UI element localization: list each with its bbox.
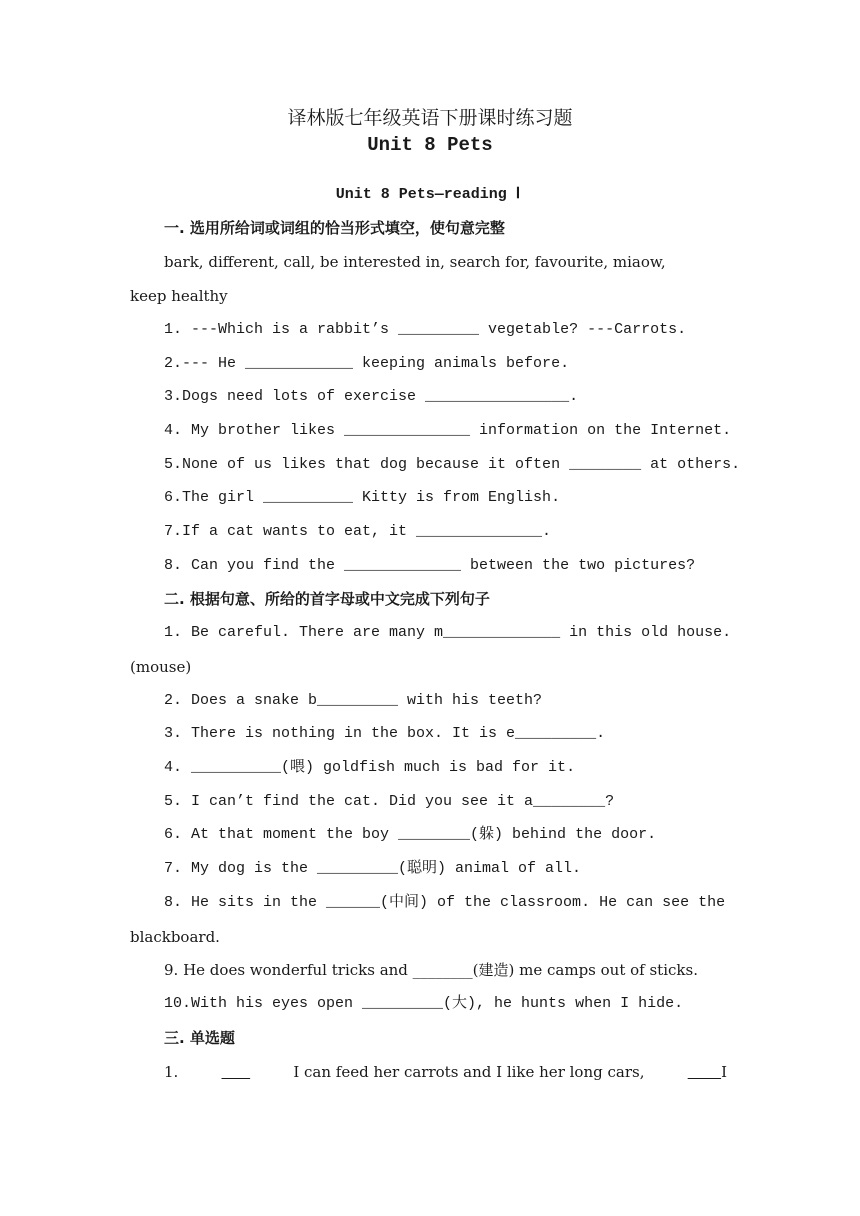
section-2-item-2: 2. Does a snake b_________ with his teeth? (164, 692, 543, 709)
word-bank-line-2: keep healthy (130, 287, 228, 305)
word-bank-line-1: bark, different, call, be interested in, search for, favourite, miaow, (164, 253, 666, 271)
section-2-item-3: 3. There is nothing in the box. It is e_________. (164, 725, 606, 742)
section-1-item-7: 7.If a cat wants to eat, it ______________. (164, 523, 552, 540)
answer-blank (222, 1062, 251, 1082)
section-1-item-1: 1. ---Which is a rabbit’s _________ vegetable? ---Carrots. (164, 321, 687, 338)
section-2-item-7: 7. My dog is the _________(聪明) animal of all. (164, 860, 582, 877)
section-3-item-1 (164, 1062, 727, 1082)
section-1-item-8: 8. Can you find the _____________ between the two pictures? (164, 557, 696, 574)
section-1-item-4: 4. My brother likes ______________ information on the Internet. (164, 422, 732, 439)
question-text: I can feed her carrots and I like her long cars, (293, 1063, 645, 1081)
section-2-item-4: 4. __________(喂) goldfish much is bad for it. (164, 759, 576, 776)
lesson-subtitle: Unit 8 Pets—reading Ⅰ (335, 186, 521, 203)
document-title-chinese: 译林版七年级英语下册课时练习题 (287, 107, 573, 129)
section-2-item-9: 9. He does wonderful tricks and ________(建造) me camps out of sticks. (164, 961, 698, 979)
section-2-item-1: 1. Be careful. There are many m_____________ in this old house. (164, 624, 732, 641)
section-2-heading: 二. 根据句意、所给的首字母或中文完成下列句子 (164, 590, 490, 608)
section-2-item-10: 10.With his eyes open _________(大), he hunts when I hide. (164, 995, 684, 1012)
section-3-heading: 三. 单选题 (164, 1029, 235, 1047)
section-1-item-5: 5.None of us likes that dog because it often ________ at others. (164, 456, 741, 473)
section-1-item-3: 3.Dogs need lots of exercise ________________. (164, 388, 579, 405)
section-2-item-8: 8. He sits in the ______(中间) of the classroom. He can see the (164, 894, 726, 911)
item-number: 1. (164, 1063, 179, 1081)
document-title-english: Unit 8 Pets (367, 134, 493, 156)
section-1-heading: 一. 选用所给词或词组的恰当形式填空，使句意完整 (164, 219, 505, 237)
question-text-end: I (721, 1063, 727, 1081)
section-2-item-6: 6. At that moment the boy ________(躲) behind the door. (164, 826, 657, 843)
section-1-item-2: 2.--- He ____________ keeping animals before. (164, 355, 570, 372)
section-2-item-5: 5. I can’t find the cat. Did you see it a________? (164, 793, 615, 810)
answer-blank-2 (688, 1063, 721, 1081)
section-1-item-6: 6.The girl __________ Kitty is from English. (164, 489, 561, 506)
section-2-item-8-continued: blackboard. (130, 928, 220, 946)
section-2-item-1-hint: (mouse) (130, 658, 192, 676)
